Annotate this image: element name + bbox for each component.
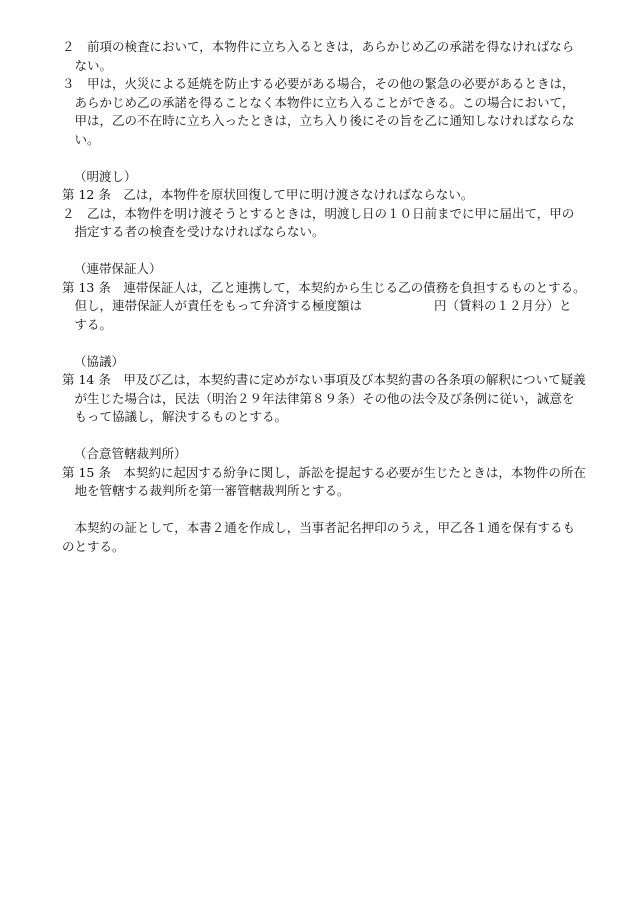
- article-11-paragraph-3: [62, 75, 575, 149]
- text-segment: 但し，連帯保証人が責任をもって弁済する極度額は: [62, 298, 363, 313]
- text-line: 第 15 条 本契約に起因する紛争に関し，訴訟を提起する必要が生じたときは，本物件の所在: [62, 464, 586, 480]
- text-line: ない。: [62, 57, 113, 73]
- article-13-heading: （連帯保証人）: [74, 261, 162, 276]
- text-line: のとする。: [62, 538, 125, 554]
- text-line: 甲は，乙の不在時に立ち入ったときは，立ち入り後にその旨を乙に通知しなければならな: [62, 113, 575, 128]
- article-12-heading: （明渡し）: [74, 168, 137, 184]
- text-line: する。: [62, 316, 113, 332]
- spacer: [62, 242, 572, 261]
- text-segment: 円（賃料の１２月分）と: [434, 298, 572, 313]
- article-12: [62, 168, 575, 242]
- text-line: あらかじめ乙の承諾を得ることなく本物件に立ち入ることができる。この場合において，: [62, 94, 575, 110]
- text-line: ２ 前項の検査において，本物件に立ち入るときは，あらかじめ乙の承諾を得なければなら: [62, 39, 575, 54]
- closing-statement: [62, 519, 576, 556]
- article-15-heading: （合意管轄裁判所）: [74, 446, 187, 461]
- article-14-heading: （協議）: [74, 353, 125, 369]
- spacer: [62, 334, 572, 353]
- article-11-paragraph-2: [62, 38, 575, 75]
- article-14: [62, 353, 586, 427]
- text-line: 地を管轄する裁判所を第一審管轄裁判所とする。: [62, 483, 350, 498]
- spacer: [62, 501, 572, 520]
- text-line: 第 12 条 乙は，本物件を原状回復して甲に明け渡さなければならない。: [62, 187, 474, 202]
- spacer: [62, 149, 572, 168]
- article-15: [62, 445, 586, 501]
- spacer: [62, 427, 572, 446]
- text-line: ２ 乙は，本物件を明け渡そうとするときは，明渡し日の１０日前までに甲に届出て，甲の: [62, 205, 575, 221]
- text-line: が生じた場合は，民法（明治２９年法律第８９条）その他の法令及び条例に従い，誠意を: [62, 390, 575, 406]
- document-page: [62, 38, 586, 556]
- text-line: [62, 297, 572, 316]
- text-line: もって協議し，解決するものとする。: [62, 409, 288, 424]
- text-line: 第 14 条 甲及び乙は，本契約書に定めがない事項及び本契約書の各条項の解釈について疑義: [62, 372, 586, 387]
- text-line: 指定する者の検査を受けなければならない。: [62, 224, 325, 239]
- text-line: い。: [62, 131, 100, 147]
- text-line: 本契約の証として，本書２通を作成し，当事者記名押印のうえ，甲乙各１通を保有するも: [62, 520, 576, 535]
- text-line: 第 13 条 連帯保証人は，乙と連携して，本契約から生じる乙の債務を負担するものとする。: [62, 279, 586, 295]
- text-line: ３ 甲は，火災による延焼を防止する必要がある場合，その他の緊急の必要があるときは，: [62, 76, 575, 91]
- article-13: [62, 260, 586, 334]
